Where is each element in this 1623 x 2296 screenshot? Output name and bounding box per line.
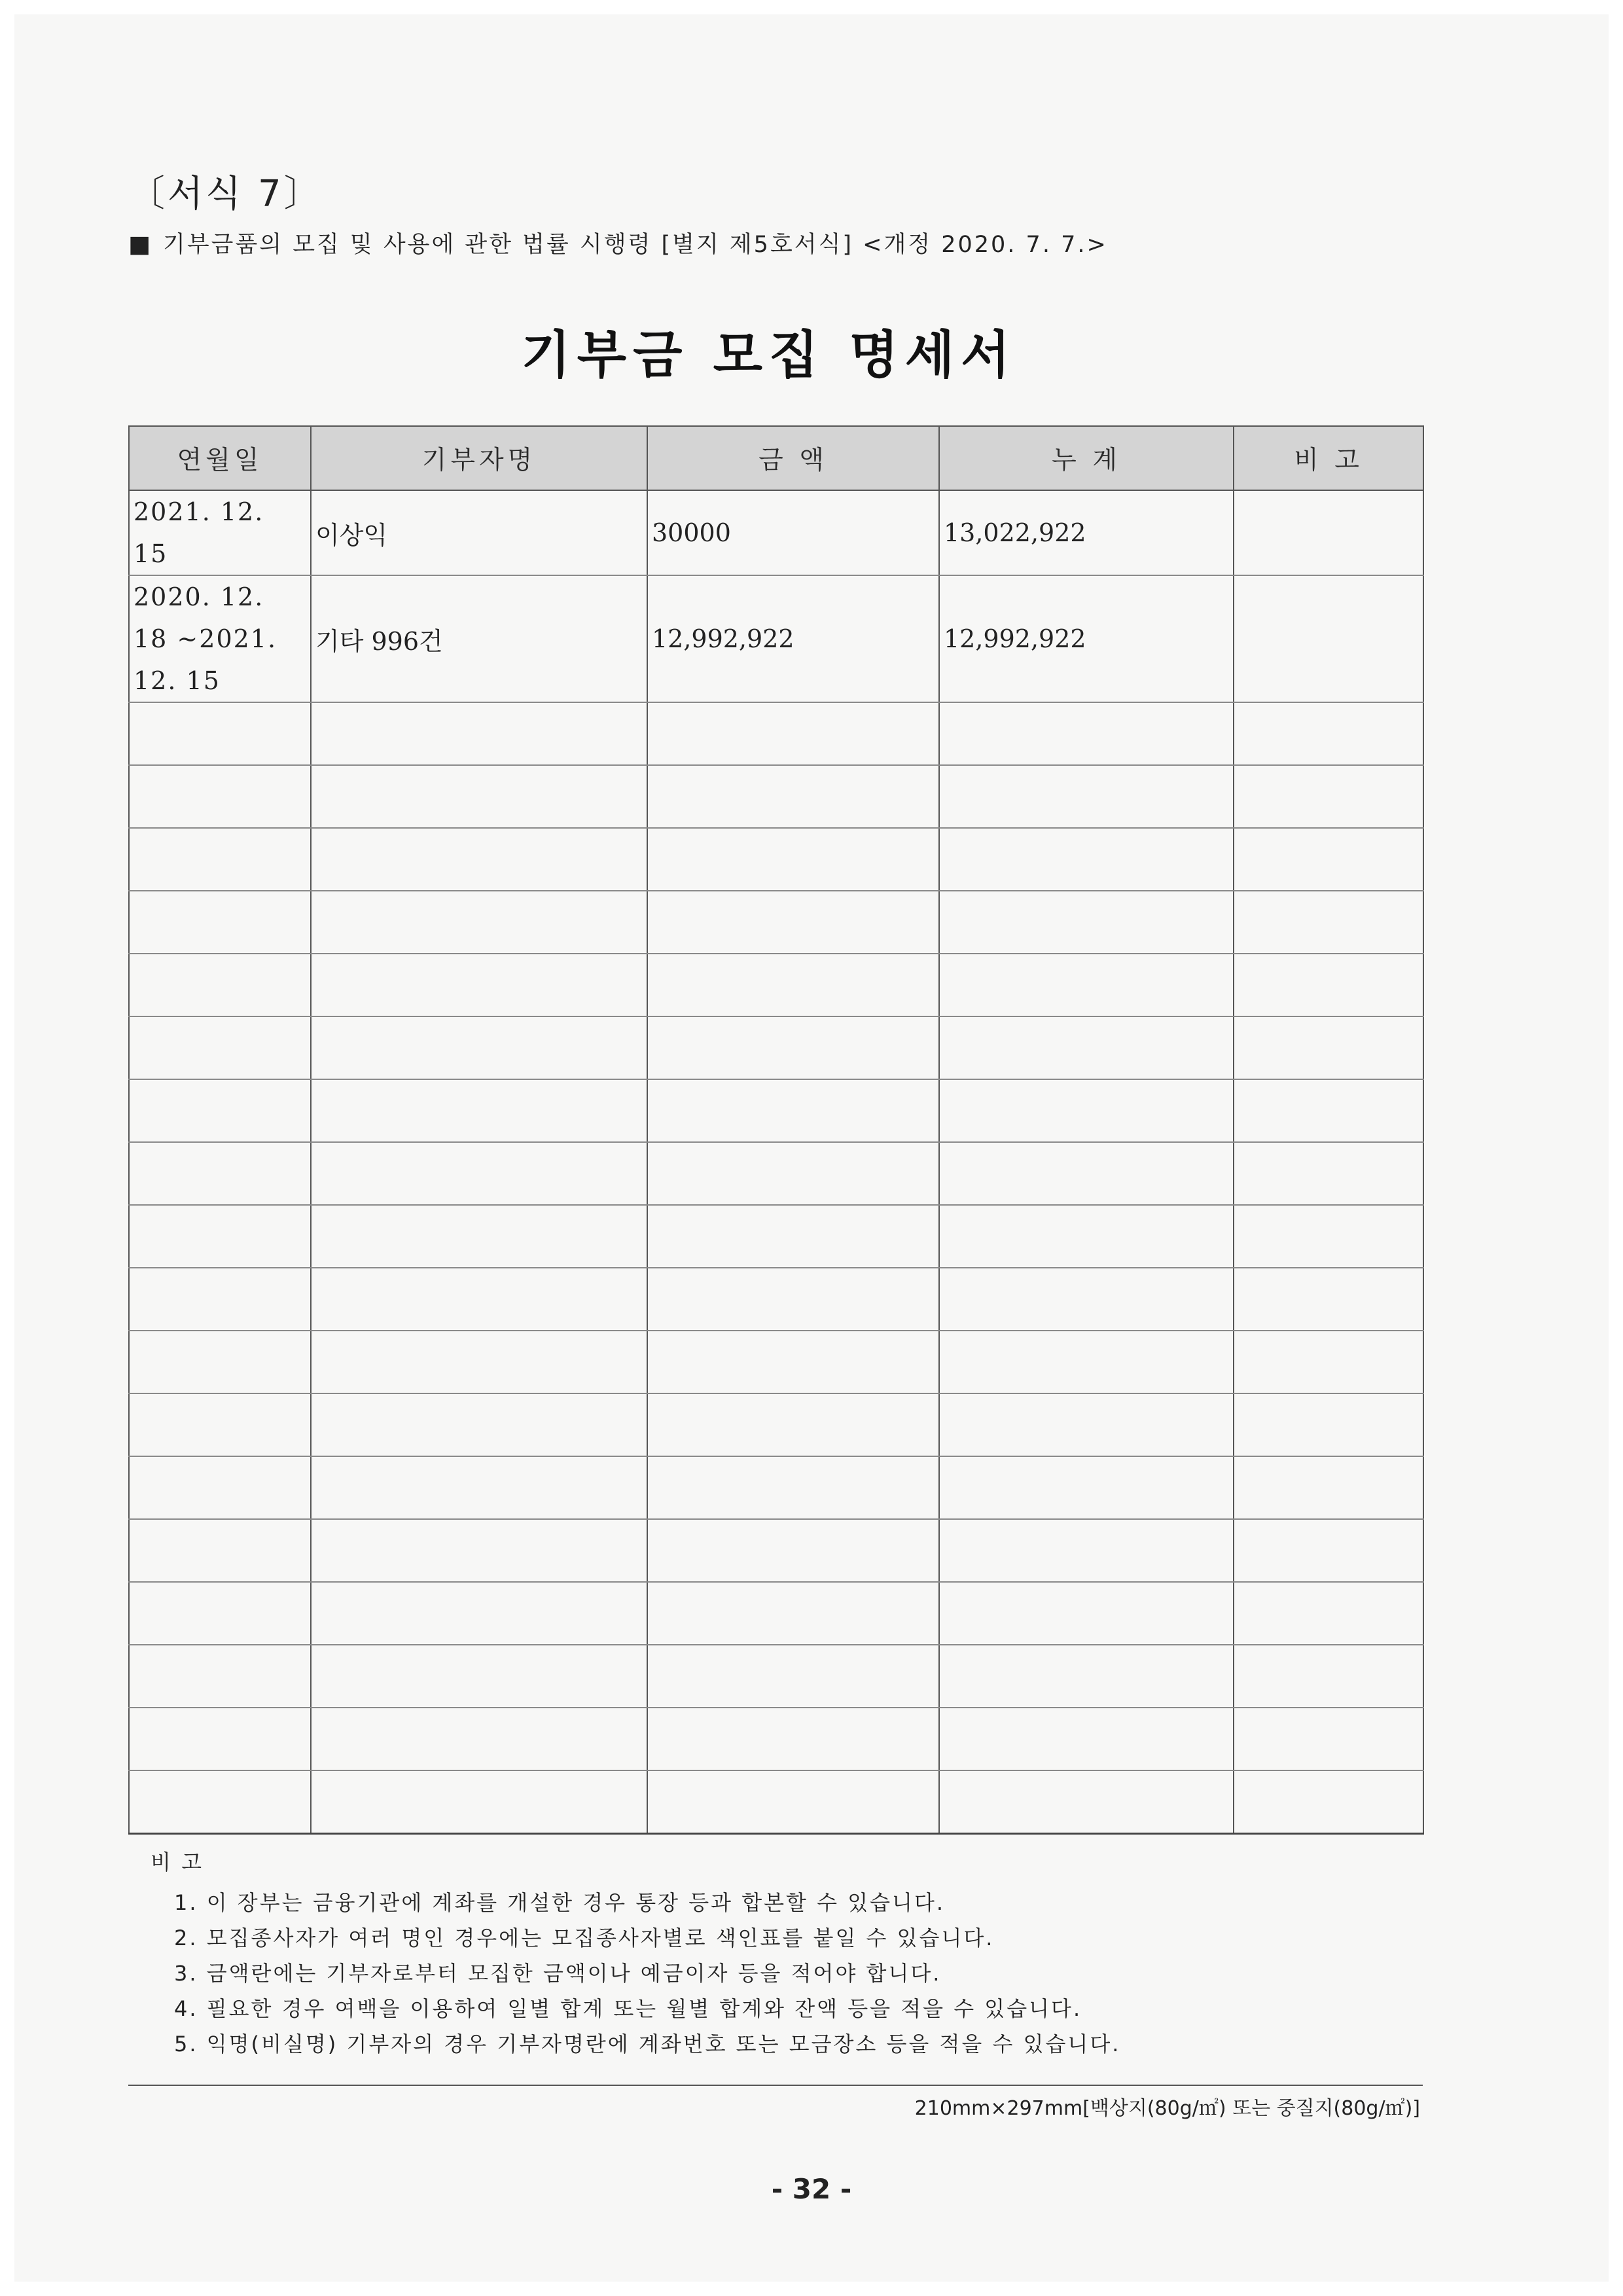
cell-date bbox=[129, 1142, 311, 1205]
cell-date bbox=[129, 702, 311, 765]
cell-amount bbox=[647, 1331, 939, 1393]
table-row bbox=[129, 1582, 1423, 1645]
table-row bbox=[129, 891, 1423, 954]
cell-remarks bbox=[1234, 1079, 1423, 1142]
cell-remarks bbox=[1234, 1268, 1423, 1331]
cell-cumulative: 13,022,922 bbox=[939, 490, 1234, 575]
cell-remarks bbox=[1234, 1519, 1423, 1582]
cell-date bbox=[129, 1205, 311, 1268]
cell-amount bbox=[647, 1079, 939, 1142]
cell-amount bbox=[647, 1205, 939, 1268]
footer-divider bbox=[128, 2085, 1423, 2086]
table-row bbox=[129, 954, 1423, 1016]
cell-donor bbox=[311, 702, 647, 765]
cell-cumulative bbox=[939, 1770, 1234, 1834]
cell-remarks bbox=[1234, 1770, 1423, 1834]
cell-date bbox=[129, 1770, 311, 1834]
cell-amount bbox=[647, 1770, 939, 1834]
cell-amount bbox=[647, 1645, 939, 1708]
table-row bbox=[129, 575, 1423, 702]
table-row bbox=[129, 1393, 1423, 1456]
cell-amount bbox=[647, 1708, 939, 1770]
cell-cumulative bbox=[939, 1582, 1234, 1645]
cell-cumulative: 12,992,922 bbox=[939, 575, 1234, 702]
notes-heading: 비 고 bbox=[151, 1850, 204, 1874]
cell-donor bbox=[311, 1708, 647, 1770]
notes-list bbox=[151, 1885, 1120, 2062]
cell-remarks bbox=[1234, 490, 1423, 575]
table-row bbox=[129, 1268, 1423, 1331]
cell-donor bbox=[311, 891, 647, 954]
cell-amount bbox=[647, 891, 939, 954]
page-number: - 32 - bbox=[771, 2173, 852, 2205]
cell-donor bbox=[311, 1456, 647, 1519]
cell-remarks bbox=[1234, 954, 1423, 1016]
table-row bbox=[129, 1331, 1423, 1393]
cell-remarks bbox=[1234, 1708, 1423, 1770]
cell-cumulative bbox=[939, 1456, 1234, 1519]
cell-cumulative bbox=[939, 1079, 1234, 1142]
cell-donor bbox=[311, 1205, 647, 1268]
cell-donor bbox=[311, 1142, 647, 1205]
column-header-donor: 기부자명 bbox=[311, 426, 647, 490]
cell-remarks bbox=[1234, 891, 1423, 954]
cell-cumulative bbox=[939, 1331, 1234, 1393]
cell-date bbox=[129, 1519, 311, 1582]
cell-amount bbox=[647, 954, 939, 1016]
table-row bbox=[129, 490, 1423, 575]
table-row bbox=[129, 1016, 1423, 1079]
cell-remarks bbox=[1234, 1142, 1423, 1205]
cell-cumulative bbox=[939, 1519, 1234, 1582]
column-header-date: 연월일 bbox=[129, 426, 311, 490]
cell-remarks bbox=[1234, 702, 1423, 765]
donation-ledger-table bbox=[128, 425, 1424, 1835]
cell-date bbox=[129, 1268, 311, 1331]
cell-cumulative bbox=[939, 1016, 1234, 1079]
cell-amount bbox=[647, 1456, 939, 1519]
column-header-cumulative: 누 계 bbox=[939, 426, 1234, 490]
cell-date bbox=[129, 765, 311, 828]
cell-donor bbox=[311, 1645, 647, 1708]
table-row bbox=[129, 1079, 1423, 1142]
cell-amount bbox=[647, 1268, 939, 1331]
cell-cumulative bbox=[939, 765, 1234, 828]
cell-remarks bbox=[1234, 1456, 1423, 1519]
note-item: 1. 이 장부는 금융기관에 계좌를 개설한 경우 통장 등과 합본할 수 있습니다. bbox=[174, 1890, 946, 1915]
notes-section bbox=[151, 1846, 1120, 2062]
cell-remarks bbox=[1234, 828, 1423, 891]
table-row bbox=[129, 828, 1423, 891]
cell-donor bbox=[311, 954, 647, 1016]
cell-date: 2020. 12. 18 ~2021. 12. 15 bbox=[129, 575, 311, 702]
cell-amount bbox=[647, 702, 939, 765]
table-row bbox=[129, 1519, 1423, 1582]
legal-reference-text: 기부금품의 모집 및 사용에 관한 법률 시행령 [별지 제5호서식] <개정 2020. 7. 7.> bbox=[163, 232, 1108, 258]
cell-date bbox=[129, 1079, 311, 1142]
legal-reference bbox=[128, 226, 1108, 259]
cell-date bbox=[129, 1393, 311, 1456]
cell-amount: 12,992,922 bbox=[647, 575, 939, 702]
cell-cumulative bbox=[939, 1393, 1234, 1456]
note-item: 4. 필요한 경우 여백을 이용하여 일별 합계 또는 월별 합계와 잔액 등을 적을 수 있습니다. bbox=[174, 1996, 1082, 2021]
cell-cumulative bbox=[939, 1708, 1234, 1770]
cell-amount bbox=[647, 1582, 939, 1645]
cell-donor bbox=[311, 1331, 647, 1393]
table-row bbox=[129, 1645, 1423, 1708]
cell-date bbox=[129, 1456, 311, 1519]
form-number: 〔서식 7〕 bbox=[128, 173, 323, 215]
cell-amount: 30000 bbox=[647, 490, 939, 575]
cell-amount bbox=[647, 828, 939, 891]
table-row bbox=[129, 1708, 1423, 1770]
document-title: 기부금 모집 명세서 bbox=[521, 326, 1017, 385]
note-item: 5. 익명(비실명) 기부자의 경우 기부자명란에 계좌번호 또는 모금장소 등을 적을 수 있습니다. bbox=[174, 2032, 1121, 2056]
cell-date bbox=[129, 1582, 311, 1645]
cell-amount bbox=[647, 1393, 939, 1456]
note-item: 3. 금액란에는 기부자로부터 모집한 금액이나 예금이자 등을 적어야 합니다. bbox=[174, 1961, 942, 1986]
cell-date: 2021. 12. 15 bbox=[129, 490, 311, 575]
cell-cumulative bbox=[939, 891, 1234, 954]
cell-cumulative bbox=[939, 702, 1234, 765]
cell-cumulative bbox=[939, 954, 1234, 1016]
cell-cumulative bbox=[939, 1142, 1234, 1205]
cell-donor bbox=[311, 1770, 647, 1834]
table-row bbox=[129, 702, 1423, 765]
table-row bbox=[129, 1205, 1423, 1268]
cell-amount bbox=[647, 1519, 939, 1582]
cell-amount bbox=[647, 1142, 939, 1205]
cell-remarks bbox=[1234, 1205, 1423, 1268]
table-row bbox=[129, 1142, 1423, 1205]
cell-donor bbox=[311, 765, 647, 828]
table-row bbox=[129, 1770, 1423, 1834]
table-body bbox=[129, 490, 1423, 1834]
note-item: 2. 모집종사자가 여러 명인 경우에는 모집종사자별로 색인표를 붙일 수 있습니다. bbox=[174, 1926, 995, 1950]
cell-date bbox=[129, 1645, 311, 1708]
cell-date bbox=[129, 1708, 311, 1770]
cell-remarks bbox=[1234, 575, 1423, 702]
cell-donor bbox=[311, 1519, 647, 1582]
cell-donor bbox=[311, 1016, 647, 1079]
cell-remarks bbox=[1234, 1016, 1423, 1079]
cell-remarks bbox=[1234, 1331, 1423, 1393]
cell-donor bbox=[311, 1268, 647, 1331]
cell-cumulative bbox=[939, 1645, 1234, 1708]
cell-amount bbox=[647, 1016, 939, 1079]
cell-date bbox=[129, 891, 311, 954]
cell-donor bbox=[311, 1079, 647, 1142]
cell-date bbox=[129, 828, 311, 891]
cell-donor bbox=[311, 1582, 647, 1645]
table-header-row bbox=[129, 426, 1423, 490]
table-row bbox=[129, 765, 1423, 828]
cell-date bbox=[129, 1331, 311, 1393]
cell-remarks bbox=[1234, 1582, 1423, 1645]
table-row bbox=[129, 1456, 1423, 1519]
cell-donor bbox=[311, 828, 647, 891]
cell-date bbox=[129, 1016, 311, 1079]
column-header-amount: 금 액 bbox=[647, 426, 939, 490]
cell-remarks bbox=[1234, 1645, 1423, 1708]
paper-specification: 210mm×297mm[백상지(80g/㎡) 또는 중질지(80g/㎡)] bbox=[914, 2097, 1420, 2120]
cell-cumulative bbox=[939, 1205, 1234, 1268]
cell-donor bbox=[311, 1393, 647, 1456]
square-bullet-icon: ■ bbox=[128, 231, 153, 258]
cell-donor: 기타 996건 bbox=[311, 575, 647, 702]
cell-cumulative bbox=[939, 1268, 1234, 1331]
cell-cumulative bbox=[939, 828, 1234, 891]
cell-amount bbox=[647, 765, 939, 828]
cell-remarks bbox=[1234, 1393, 1423, 1456]
cell-donor: 이상익 bbox=[311, 490, 647, 575]
cell-remarks bbox=[1234, 765, 1423, 828]
column-header-remarks: 비 고 bbox=[1234, 426, 1423, 490]
cell-date bbox=[129, 954, 311, 1016]
